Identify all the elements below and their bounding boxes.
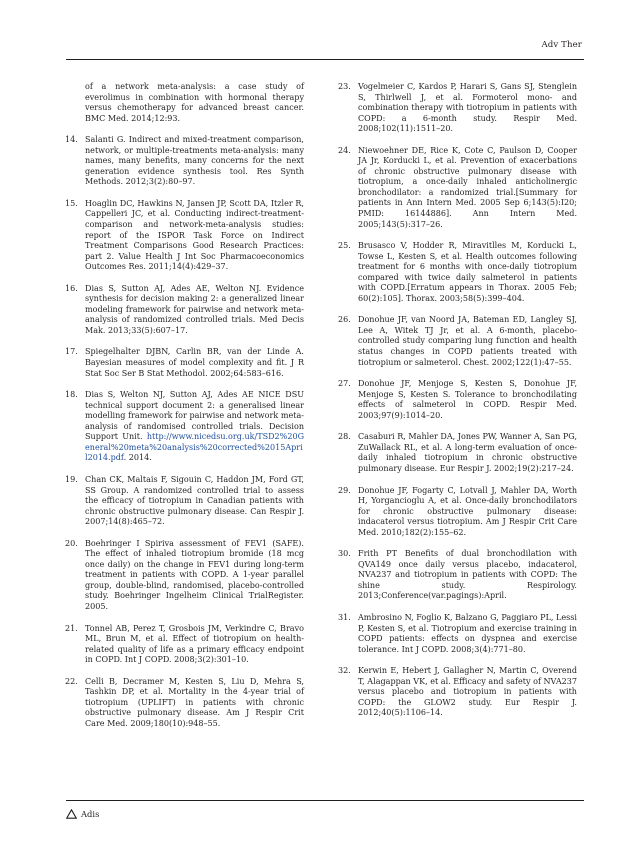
reference-text: Ambrosino N, Foglio K, Balzano G, Paggiaro PL, Lessi P, Kesten S, et al. Tiotropium and exercise training in COPD patients: effects on dyspnea and exercise tolerance. Int J COPD. 2008;3(4):771–80.: [358, 612, 577, 654]
reference-text: Dias S, Sutton AJ, Ades AE, Welton NJ. Evidence synthesis for decision making 2: a generalized linear modeling framework for pairwise and network meta-analysis of randomized controlled trials. Med Decis Mak. 2013;33(5):607–17.: [85, 283, 304, 335]
reference-number: 18.: [65, 390, 78, 400]
reference-text: Niewoehner DE, Rice K, Cote C, Paulson D, Cooper JA Jr, Korducki L, et al. Prevention of exacerbations of chronic obstructive pulmonary disease with tiotropium, a once-daily inhaled anticholinergic bronchodilator: a randomized trial.[Summary for patients in Ann Intern Med. 2005 Sep 6;143(5):I20; PMID: 16144886]. Ann Intern Med. 2005;143(5):317–26.: [358, 145, 577, 229]
reference-item: [339, 82, 577, 135]
reference-number: 17.: [65, 347, 78, 357]
reference-number: 31.: [338, 612, 351, 622]
reference-item: [339, 146, 577, 230]
reference-item: [339, 379, 577, 421]
reference-item: [339, 666, 577, 719]
reference-text: Chan CK, Maltais F, Sigouin C, Haddon JM, Ford GT, SS Group. A randomized controlled trial to assess the efficacy of tiotropium in Canadian patients with chronic obstructive pulmonary disease. Can Respir J. 2007;14(8):465–72.: [85, 474, 304, 527]
reference-item: [339, 613, 577, 655]
reference-text: Kerwin E, Hebert J, Gallagher N, Martin C, Overend T, Alagappan VK, et al. Efficacy and safety of NVA237 versus placebo and tiotropium in patients with COPD: the GLOW2 study. Eur Respir J. 2012;40(5):1106–14.: [358, 666, 577, 718]
reference-item: [66, 677, 304, 730]
reference-item: [339, 432, 577, 474]
reference-column-right: [339, 82, 577, 730]
reference-text-suffix: . 2014.: [123, 453, 152, 463]
adis-triangle-icon: [66, 809, 77, 819]
reference-text: Brusasco V, Hodder R, Miravitlles M, Korducki L, Towse L, Kesten S, et al. Health outcomes following treatment for 6 months with once-daily tiotropium compared with twice daily salmeterol in patients with COPD.[Erratum appears in Thorax. 2005 Feb; 60(2):105]. Thorax. 2003;58(5):399–404.: [358, 241, 577, 303]
reference-item: [66, 347, 304, 379]
reference-text: of a network meta-analysis: a case study of everolimus in combination with hormonal therapy versus chemotherapy for advanced breast cancer. BMC Med. 2014;12:93.: [85, 82, 304, 123]
reference-link[interactable]: http://www.nicedsu.org.uk/TSD2%20General%20meta%20analysis%20corrected%2015April2014.pdf: [85, 432, 304, 463]
reference-number: 23.: [338, 82, 351, 91]
reference-item: [66, 624, 304, 666]
reference-text: Boehringer I Spiriva assessment of FEV1 (SAFE). The effect of inhaled tiotropium bromide (18 mcg once daily) on the change in FEV1 during long-term treatment in patients with COPD. A 1-year parallel group, double-blind, randomised, placebo-controlled study. Boehringer Ingelheim Clinical TrialRegister. 2005.: [85, 538, 304, 611]
reference-number: 32.: [338, 666, 351, 676]
reference-item: [66, 284, 304, 337]
reference-text: Donohue JF, van Noord JA, Bateman ED, Langley SJ, Lee A, Witek TJ Jr, et al. A 6-month, placebo-controlled study comparing lung function and health status changes in COPD patients treated with tiotropium or salmeterol. Chest. 2002;122(1):47–55.: [358, 315, 577, 367]
reference-item: [339, 486, 577, 539]
reference-text: Donohue JF, Fogarty C, Lotvall J, Mahler DA, Worth H, Yorgancioglu A, et al. Once-daily bronchodilators for chronic obstructive pulmonary disease: indacaterol versus tiotropium. Am J Respir Crit Care Med. 2010;182(2):155–62.: [358, 485, 577, 537]
reference-number: 30.: [338, 549, 351, 559]
reference-number: 20.: [65, 538, 78, 548]
reference-text: Dias S, Welton NJ, Sutton AJ, Ades AE NICE DSU technical support document 2: a generalised linear modelling framework for pairwise and network meta-analysis of randomised controlled trials. Decision Support Unit.: [85, 390, 304, 442]
reference-text: Casaburi R, Mahler DA, Jones PW, Wanner A, San PG, ZuWallack RL, et al. A long-term evaluation of once-daily inhaled tiotropium in chronic obstructive pulmonary disease. Eur Respir J. 2002;19(2):217–24.: [358, 432, 577, 473]
reference-text: Tonnel AB, Perez T, Grosbois JM, Verkindre C, Bravo ML, Brun M, et al. Effect of tiotropium on health-related quality of life as a primary efficacy endpoint in COPD. Int J COPD. 2008;3(2):301–10.: [85, 623, 304, 665]
reference-number: 19.: [65, 474, 78, 484]
header-rule: [66, 59, 584, 60]
reference-number: 25.: [338, 241, 351, 251]
reference-item: [66, 82, 304, 124]
reference-text: Salanti G. Indirect and mixed-treatment comparison, network, or multiple-treatments meta-analysis: many names, many benefits, many concerns for the next generation evidence synthesis tool. Res Synth Methods. 2012;3(2):80–97.: [85, 135, 304, 187]
reference-text: Vogelmeier C, Kardos P, Harari S, Gans SJ, Stenglein S, Thirlwell J, et al. Formoterol mono- and combination therapy with tiotropium in patients with COPD: a 6-month study. Respir Med. 2008;102(11):1511–20.: [358, 82, 577, 134]
publisher-footer: [66, 809, 99, 819]
publisher-name: Adis: [81, 809, 100, 819]
reference-item: [339, 315, 577, 368]
reference-number: 26.: [338, 315, 351, 325]
reference-number: 22.: [65, 676, 78, 686]
running-header: Adv Ther: [541, 40, 582, 50]
reference-number: 28.: [338, 432, 351, 442]
reference-text: Spiegelhalter DJBN, Carlin BR, van der Linde A. Bayesian measures of model complexity and fit. J R Stat Soc Ser B Stat Methodol. 2002;64:583–616.: [85, 347, 304, 378]
reference-item: [66, 390, 304, 464]
reference-column-left: [66, 82, 304, 740]
reference-text: Celli B, Decramer M, Kesten S, Liu D, Mehra S, Tashkin DP, et al. Mortality in the 4-year trial of tiotropium (UPLIFT) in patients with chronic obstructive pulmonary disease. Am J Respir Crit Care Med. 2009;180(10):948–55.: [85, 676, 304, 728]
reference-item: [66, 135, 304, 188]
reference-text: Hoaglin DC, Hawkins N, Jansen JP, Scott DA, Itzler R, Cappelleri JC, et al. Conducting indirect-treatment-comparison and network-meta-analysis studies: report of the ISPOR Task Force on Indirect Treatment Comparisons Good Research Practices: part 2. Value Health J Int Soc Pharmacoeconomics Outcomes Res. 2011;14(4):429–37.: [85, 198, 304, 272]
reference-number: 27.: [338, 379, 351, 389]
reference-text: Frith PT Benefits of dual bronchodilation with QVA149 once daily versus placebo, indacaterol, NVA237 and tiotropium in patients with COPD: The shine study. Respirology. 2013;Conference(var.pagings):April.: [358, 549, 577, 601]
reference-number: 24.: [338, 145, 351, 155]
reference-item: [339, 549, 577, 602]
reference-number: 29.: [338, 485, 351, 495]
reference-item: [339, 241, 577, 304]
reference-number: 16.: [65, 283, 78, 293]
reference-item: [66, 475, 304, 528]
reference-item: [66, 199, 304, 273]
reference-item: [66, 539, 304, 613]
reference-number: 15.: [65, 198, 78, 208]
footer-rule: [66, 800, 584, 801]
reference-number: 14.: [65, 135, 78, 145]
reference-number: 21.: [65, 623, 78, 633]
reference-text: Donohue JF, Menjoge S, Kesten S, Donohue JF, Menjoge S, Kesten S. Tolerance to bronchodilating effects of salmeterol in COPD. Respir Med. 2003;97(9):1014–20.: [358, 379, 577, 420]
